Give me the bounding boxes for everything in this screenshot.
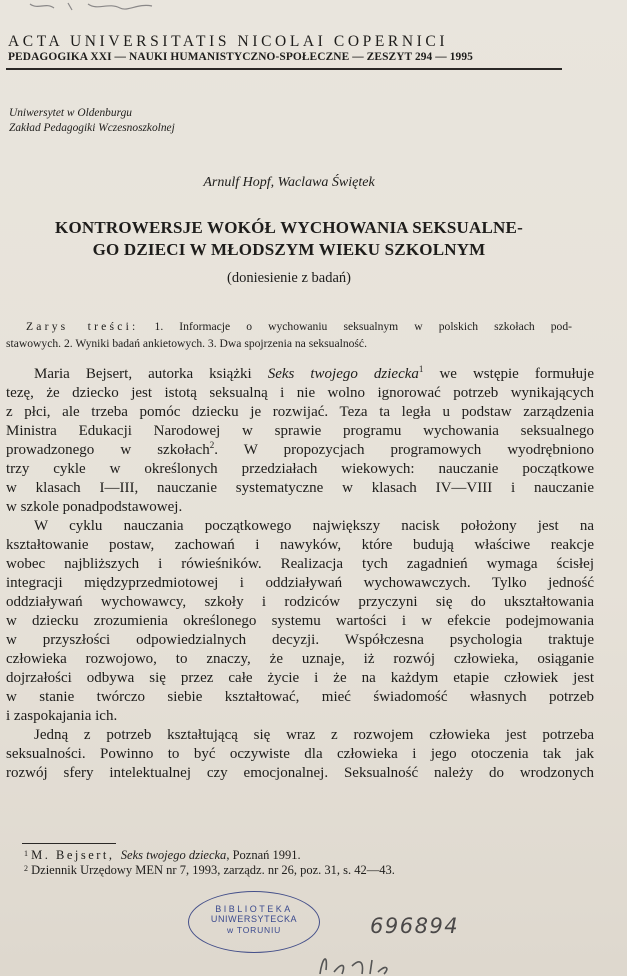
footnote-2: $^2$ Dziennik Urzędowy MEN nr 7, 1993, zarządz. nr 26, poz. 31, s. 42—43. xyxy=(24,863,395,877)
book-title: Seks twojego dziecka xyxy=(267,366,419,382)
body-line: dojrzałości odbywa się przez całe życie i że na każdym etapie człowiek jest xyxy=(6,670,594,686)
body-line: W cyklu nauczania początkowego największy nacisk położony jest na xyxy=(34,518,594,534)
article-authors: Arnulf Hopf, Waclawa Świętek xyxy=(203,175,375,190)
footnote-number: 2 xyxy=(24,864,28,873)
body-line: w stanie twórczo siebie kształtować, mieć świadomość własnych potrzeb xyxy=(6,689,594,705)
footnote-ref: 2 xyxy=(209,440,215,450)
body-line: Ministra Edukacji Narodowej w sprawie programu wychowania seksualnego xyxy=(6,423,594,439)
footnote-number: 1 xyxy=(24,849,28,858)
body-line: Jedną z potrzeb kształtującą się wraz z rozwojem człowieka jest potrzeba xyxy=(34,727,594,743)
handwritten-scribble-icon xyxy=(312,946,432,976)
footnote-ref: 1 xyxy=(418,364,424,374)
abstract-label: Zarys treści: xyxy=(26,320,139,333)
abstract-line-1: Zarys treści: 1. Informacje o wychowaniu seksualnym w polskich szkołach pod- xyxy=(26,320,572,333)
body-line: w dziecku zrozumienia określonego systemu wartości i w efekcie podejmowania xyxy=(6,613,594,629)
article-subtitle: (doniesienie z badań) xyxy=(226,270,351,286)
body-line: w przyszłości odpowiedzialnych decyzji. Współczesna psychologia traktuje xyxy=(6,632,594,648)
body-line: i zaspokajania ich. xyxy=(6,708,118,724)
body-line: człowieka rozwojowo, to znaczy, że uznaje, iż rozwój człowieka, osiąganie xyxy=(6,651,594,667)
body-line: seksualności. Powinno to być oczywiste dla człowieka i jego otoczenia tak jak xyxy=(6,746,594,762)
handwritten-top-mark-icon xyxy=(28,0,168,14)
handwritten-inventory-number: 696894 xyxy=(370,914,460,938)
article-title-line-1: KONTROWERSJE WOKÓŁ WYCHOWANIA SEKSUALNE- xyxy=(55,218,523,237)
footnote-rule xyxy=(22,843,116,844)
body-line: w szkole ponadpodstawowej. xyxy=(6,499,183,515)
body-line: z płci, ale trzeba pomóc dziecku je rozwijać. Teza ta legła u podstaw zarządzenia xyxy=(6,404,594,420)
stamp-line-3: w TORUNIU xyxy=(226,925,282,935)
header-rule xyxy=(6,68,562,70)
abstract xyxy=(6,318,572,352)
library-stamp xyxy=(188,891,320,953)
affiliation-department: Zakład Pedagogiki Wczesnoszkolnej xyxy=(9,122,175,134)
stamp-line-1: BIBLIOTEKA xyxy=(215,904,293,914)
body-line: oddziaływań wychowawcy, szkoły i rodziców przyczyni się do ukształtowania xyxy=(6,594,594,610)
body-line: rozwój sfery intelektualnej czy emocjonalnej. Seksualność należy do wrodzonych xyxy=(6,765,594,781)
article-title-line-2: GO DZIECI W MŁODSZYM WIEKU SZKOLNYM xyxy=(92,240,486,259)
body-line: w klasach I—III, nauczanie systematyczne w klasach IV—VIII i nauczanie xyxy=(6,480,594,496)
body-line: tezę, że dziecko jest istotą seksualną i nie wolno ignorować potrzeb wynikających xyxy=(6,385,594,401)
body-line: Maria Bejsert, autorka książki Seks twojego dziecka$^1$ we wstępie formułuje xyxy=(34,364,594,382)
affiliation-university: Uniwersytet w Oldenburgu xyxy=(9,107,132,119)
body-line: wobec najbliższych i rówieśników. Realizacja tych zagadnień wymaga ścisłej xyxy=(6,556,594,572)
footnote-1: $^1$ M. Bejsert, Seks twojego dziecka, Poznań 1991. xyxy=(24,848,301,862)
stamp-line-2: UNIWERSYTECKA xyxy=(210,914,298,924)
body-line: prowadzonego w szkołach$^2$. W propozycjach programowych wyodrębniono xyxy=(6,440,594,458)
journal-title: ACTA UNIVERSITATIS NICOLAI COPERNICI xyxy=(8,33,449,50)
abstract-line-2: stawowych. 2. Wyniki badań ankietowych. 3. Dwa spojrzenia na seksualność. xyxy=(6,337,367,350)
body-line: integracji międzyprzedmiotowej i oddziaływań wychowawczych. Tylko jedność xyxy=(6,575,594,591)
body-line: trzy cykle w określonych przedziałach wiekowych: nauczanie początkowe xyxy=(6,461,594,477)
series-line: PEDAGOGIKA XXI — NAUKI HUMANISTYCZNO-SPOŁECZNE — ZESZYT 294 — 1995 xyxy=(8,51,473,63)
body-line: kształtowanie postaw, zachowań i nawyków, które budują właściwe reakcje xyxy=(6,537,594,553)
